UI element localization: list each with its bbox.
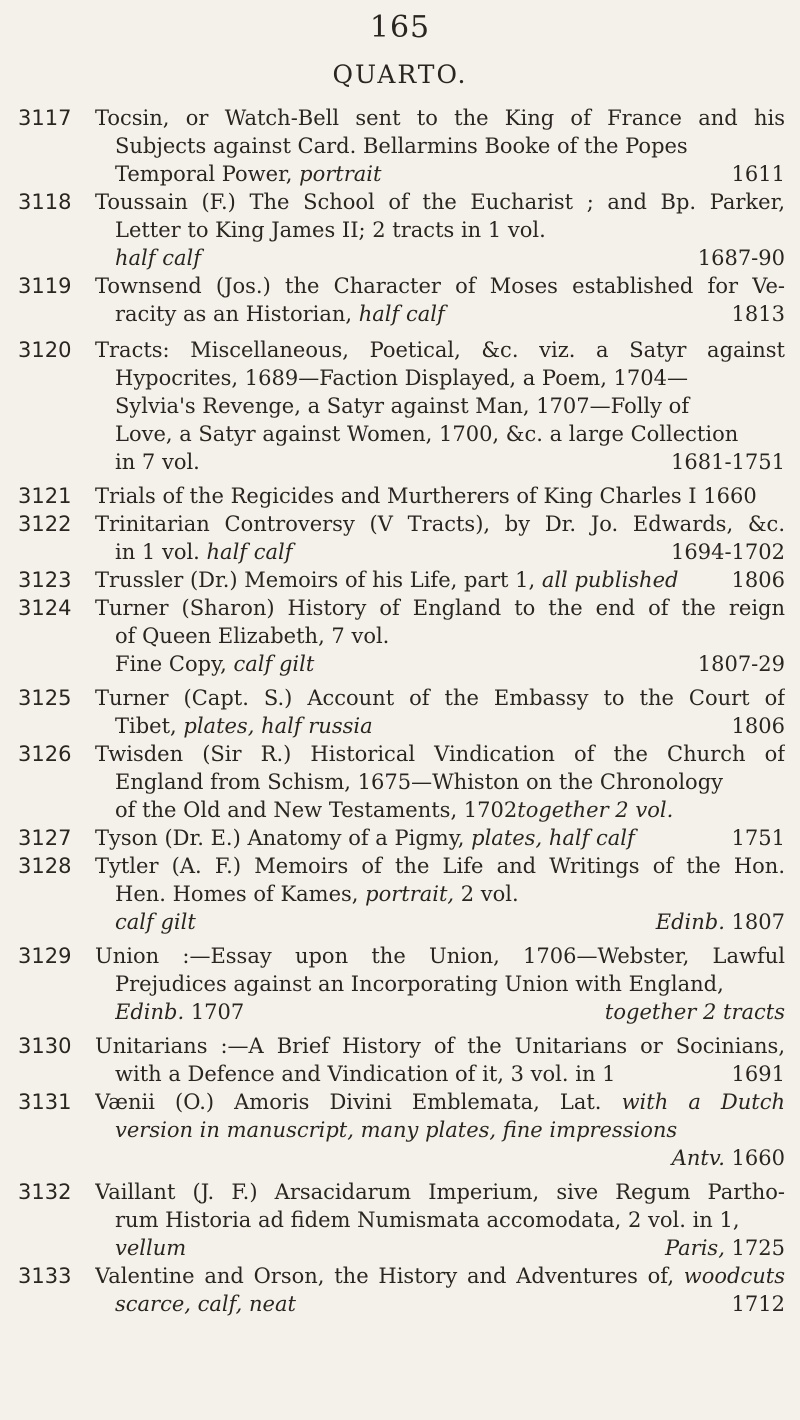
catalogue-entry [0, 336, 800, 482]
entry-line [115, 970, 785, 998]
entry-line-left [115, 796, 673, 824]
entry-year: 1751 [731, 826, 785, 850]
entry-text: Tytler (A. F.) Memoirs of the Life and Writings of the Hon. [95, 854, 785, 878]
catalogue-entry [0, 510, 800, 566]
entry-line [95, 1178, 785, 1206]
entry-line-left [95, 824, 635, 852]
lot-number: 3133 [18, 1264, 72, 1288]
entry-line [95, 1032, 785, 1060]
entry-year: 1807 [724, 910, 785, 934]
entry-line [95, 336, 785, 364]
entry-line-left [115, 1206, 740, 1234]
catalogue-entry [0, 740, 800, 824]
entry-italic-text: scarce, calf, neat [115, 1292, 296, 1316]
entry-text: of the Old and New Testaments, 1702 [115, 798, 518, 822]
entry-line-left [115, 880, 519, 908]
catalogue-entry [0, 188, 800, 272]
entry-line-left [115, 622, 389, 650]
lot-number: 3120 [18, 338, 72, 362]
entry-line-left [95, 1180, 785, 1204]
entry-italic-text: portrait [299, 162, 382, 186]
entry-italic-text: portrait, [365, 882, 455, 906]
entry-line [115, 1144, 785, 1172]
entry-line [115, 216, 785, 244]
entry-line [115, 622, 785, 650]
entry-year: 1813 [731, 302, 785, 326]
entry-year: 1694-1702 [671, 540, 785, 564]
entry-text: Trussler (Dr.) Memoirs of his Life, part 1, [95, 568, 542, 592]
entry-line [115, 1060, 785, 1088]
entry-line-left [115, 1060, 616, 1088]
entry-line-left [115, 768, 723, 796]
lot-number: 3118 [18, 190, 72, 214]
entry-date [656, 908, 785, 936]
entry-line-left [95, 686, 785, 710]
entry-line [115, 998, 785, 1026]
entry-text: racity as an Historian, [115, 302, 359, 326]
entry-line-left [115, 392, 689, 420]
entry-place: Antv. [671, 1146, 725, 1170]
entry-line-left [115, 970, 724, 998]
entry-line [115, 1206, 785, 1234]
entry-italic-text: plates, half russia [183, 714, 373, 738]
lot-number: 3117 [18, 106, 72, 130]
entry-text: Trinitarian Controversy (V Tracts), by Dr. Jo. Edwards, &c. [95, 512, 785, 536]
entry-year: 1681-1751 [671, 450, 785, 474]
entry-date [732, 160, 785, 188]
entry-date [672, 1144, 785, 1172]
entry-line [95, 482, 785, 510]
entry-line [95, 740, 785, 768]
entry-line-left [95, 338, 785, 362]
entry-text: Tracts: Miscellaneous, Poetical, &c. viz. a Satyr against [95, 338, 785, 362]
entry-italic-text: Edinb. [115, 1000, 185, 1024]
entry-line-left [115, 420, 738, 448]
entry-line [115, 392, 785, 420]
entry-line-left [115, 1234, 186, 1262]
entry-italic-text: together 2 vol. [517, 798, 674, 822]
entry-year: 1660 [724, 1146, 785, 1170]
entry-place: Edinb. [655, 910, 725, 934]
entry-text: Union :—Essay upon the Union, 1706—Webster, Lawful [95, 944, 785, 968]
entry-line-left [115, 650, 314, 678]
entry-line-left [95, 482, 757, 510]
entry-line-left [95, 106, 785, 130]
entry-line [115, 300, 785, 328]
entry-text: in 7 vol. [115, 450, 200, 474]
lot-number: 3129 [18, 944, 72, 968]
entry-line [95, 594, 785, 622]
entry-italic-text: vellum [115, 1236, 187, 1260]
entry-line [115, 908, 785, 936]
entry-line-left [95, 190, 785, 214]
catalogue-entry [0, 594, 800, 684]
entry-text: Turner (Sharon) History of England to the end of the reign [95, 596, 785, 620]
entry-year: 1806 [731, 568, 785, 592]
entry-line [95, 942, 785, 970]
entry-line [95, 566, 785, 594]
entry-text: Letter to King James II; 2 tracts in 1 vol. [115, 218, 546, 242]
lot-number: 3132 [18, 1180, 72, 1204]
catalogue-entry [0, 684, 800, 740]
entry-line-left [95, 1090, 785, 1114]
entry-year: 1725 [724, 1236, 785, 1260]
entry-line [95, 1262, 785, 1290]
entry-line-left [115, 300, 445, 328]
entry-date [732, 300, 785, 328]
entry-italic-text: version in manuscript, many plates, fine impressions [115, 1118, 678, 1142]
page-number: 165 [369, 10, 431, 45]
entry-year: 1687-90 [697, 246, 785, 270]
entry-line-left [115, 712, 373, 740]
entry-year: 1806 [731, 714, 785, 738]
entry-text: Turner (Capt. S.) Account of the Embassy to the Court of [95, 686, 785, 710]
entry-text: Prejudices against an Incorporating Union with England, [115, 972, 724, 996]
entry-line-left [95, 566, 678, 594]
entry-line [115, 712, 785, 740]
entry-line [115, 132, 785, 160]
entry-line-left [115, 998, 244, 1026]
entry-year: 1691 [731, 1062, 785, 1086]
entry-line-left [95, 944, 785, 968]
catalogue-entry [0, 1032, 800, 1088]
entry-line [115, 448, 785, 476]
catalogue-entry [0, 1088, 800, 1178]
entry-italic-text: with a Dutch [621, 1090, 785, 1114]
lot-number: 3131 [18, 1090, 72, 1114]
entry-italic-text: all published [541, 568, 679, 592]
entry-year: 1807-29 [697, 652, 785, 676]
entry-text: Unitarians :—A Brief History of the Unitarians or Socinians, [95, 1034, 785, 1058]
entry-date [732, 824, 785, 852]
entry-text: Subjects against Card. Bellarmins Booke of the Popes [115, 134, 688, 158]
entry-line-left [95, 854, 785, 878]
entry-line [115, 768, 785, 796]
catalogue-entry [0, 942, 800, 1032]
entry-text: Tyson (Dr. E.) Anatomy of a Pigmy, [95, 826, 472, 850]
entry-date [671, 448, 785, 476]
entry-date [671, 538, 785, 566]
entry-date [665, 1234, 785, 1262]
entry-line [115, 1116, 785, 1144]
entry-line-left [115, 244, 201, 272]
entry-italic-text: half calf [206, 540, 293, 564]
entry-text: Fine Copy, [115, 652, 234, 676]
lot-number: 3128 [18, 854, 72, 878]
catalogue-entry [0, 1178, 800, 1262]
entry-text: with a Defence and Vindication of it, 3 vol. in 1 [115, 1062, 616, 1086]
catalogue-entry [0, 482, 800, 510]
entry-place: Paris, [664, 1236, 725, 1260]
entry-line-left [115, 1290, 296, 1318]
entry-line [115, 364, 785, 392]
entry-text: Temporal Power, [115, 162, 300, 186]
entry-text: Valentine and Orson, the History and Adventures of, [95, 1264, 684, 1288]
entry-line-left [115, 448, 200, 476]
entry-line-left [115, 364, 688, 392]
entry-text: Tibet, [115, 714, 184, 738]
entry-line [115, 244, 785, 272]
entry-line-left [115, 216, 546, 244]
entry-text: Hen. Homes of Kames, [115, 882, 366, 906]
entry-line-left [115, 160, 381, 188]
entry-line [115, 650, 785, 678]
entry-line [95, 188, 785, 216]
entry-text: Sylvia's Revenge, a Satyr against Man, 1707—Folly of [115, 394, 690, 418]
entry-line [115, 880, 785, 908]
entry-line [115, 1234, 785, 1262]
entry-text: Trials of the Regicides and Murtherers of King Charles I 1660 [95, 484, 757, 508]
lot-number: 3130 [18, 1034, 72, 1058]
entry-line-left [95, 742, 785, 766]
entry-italic-text: plates, half calf [471, 826, 635, 850]
entry-line [95, 1088, 785, 1116]
catalogue-entry [0, 1262, 800, 1318]
entry-text: Vænii (O.) Amoris Divini Emblemata, Lat. [95, 1090, 622, 1114]
entry-date [732, 566, 785, 594]
entry-text: Hypocrites, 1689—Faction Displayed, a Poem, 1704— [115, 366, 688, 390]
entry-text: rum Historia ad fidem Numismata accomodata, 2 vol. in 1, [115, 1208, 740, 1232]
entry-line-left [115, 538, 293, 566]
catalogue-list [0, 104, 800, 1318]
lot-number: 3121 [18, 484, 72, 508]
entry-line-left [115, 1116, 677, 1144]
entry-text: Twisden (Sir R.) Historical Vindication of the Church of [95, 742, 785, 766]
entry-year: 1611 [731, 162, 785, 186]
entry-line-left [115, 132, 688, 160]
section-heading: QUARTO. [332, 60, 468, 89]
entry-spacer [0, 328, 800, 336]
entry-place: together 2 tracts [604, 1000, 785, 1024]
entry-line [115, 420, 785, 448]
entry-line [95, 824, 785, 852]
catalogue-entry [0, 824, 800, 852]
entry-date [605, 998, 785, 1026]
entry-date [732, 1060, 785, 1088]
entry-line [115, 796, 785, 824]
entry-date [698, 244, 785, 272]
entry-text: England from Schism, 1675—Whiston on the Chronology [115, 770, 723, 794]
entry-text: in 1 vol. [115, 540, 207, 564]
entry-line-left [95, 512, 785, 536]
entry-text: Tocsin, or Watch-Bell sent to the King of France and his [95, 106, 785, 130]
entry-italic-text: half calf [115, 246, 201, 270]
entry-text: Vaillant (J. F.) Arsacidarum Imperium, sive Regum Partho- [95, 1180, 785, 1204]
entry-text: Toussain (F.) The School of the Eucharist ; and Bp. Parker, [95, 190, 785, 214]
entry-line [95, 852, 785, 880]
entry-italic-text: woodcuts [683, 1264, 785, 1288]
catalogue-entry [0, 566, 800, 594]
entry-italic-text: calf gilt [233, 652, 315, 676]
lot-number: 3125 [18, 686, 72, 710]
entry-line [95, 684, 785, 712]
entry-text: Love, a Satyr against Women, 1700, &c. a large Collection [115, 422, 739, 446]
entry-line [95, 510, 785, 538]
entry-line [115, 1290, 785, 1318]
entry-line [115, 160, 785, 188]
lot-number: 3119 [18, 274, 72, 298]
lot-number: 3123 [18, 568, 72, 592]
lot-number: 3122 [18, 512, 72, 536]
entry-italic-text: half calf [358, 302, 445, 326]
entry-date [732, 1290, 785, 1318]
entry-line-left [95, 274, 785, 298]
entry-line-left [95, 1034, 785, 1058]
entry-text: of Queen Elizabeth, 7 vol. [115, 624, 390, 648]
entry-line-left [95, 1264, 785, 1288]
entry-date [732, 712, 785, 740]
entry-italic-text: calf gilt [115, 910, 196, 934]
entry-line [115, 538, 785, 566]
entry-line-left [95, 596, 785, 620]
entry-tail-text: 1707 [184, 1000, 245, 1024]
entry-date [698, 650, 785, 678]
lot-number: 3124 [18, 596, 72, 620]
lot-number: 3127 [18, 826, 72, 850]
catalogue-entry [0, 104, 800, 188]
entry-year: 1712 [731, 1292, 785, 1316]
catalogue-entry [0, 852, 800, 942]
entry-line [95, 272, 785, 300]
lot-number: 3126 [18, 742, 72, 766]
entry-text: Townsend (Jos.) the Character of Moses established for Ve- [95, 274, 785, 298]
entry-line [95, 104, 785, 132]
catalogue-entry [0, 272, 800, 336]
entry-line-left [115, 908, 196, 936]
entry-tail-text: 2 vol. [454, 882, 519, 906]
